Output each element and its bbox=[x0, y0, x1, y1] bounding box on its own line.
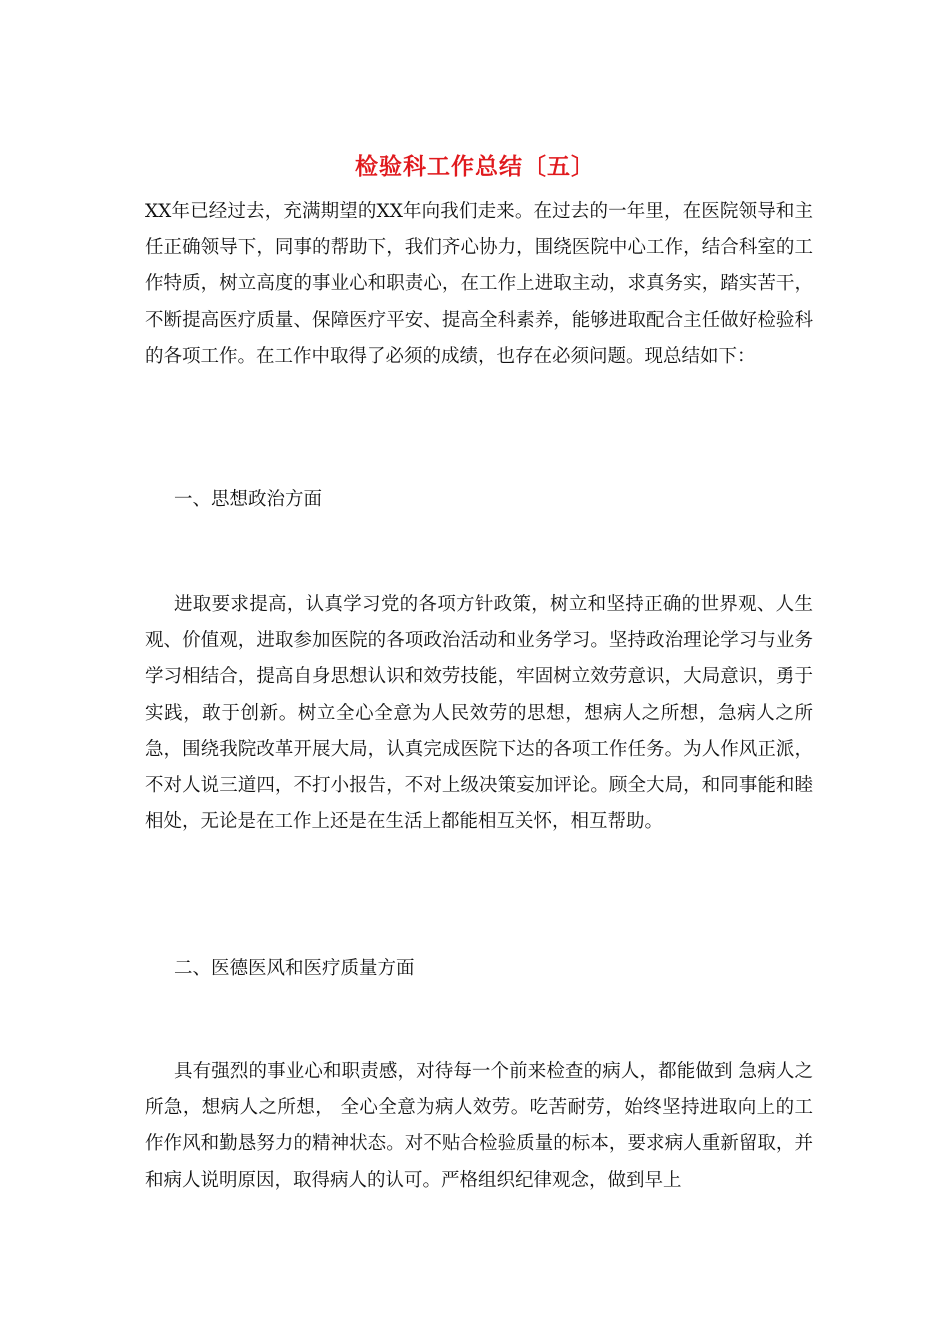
section-body-medical-ethics: 具有强烈的事业心和职责感，对待每一个前来检查的病人，都能做到 急病人之所急，想病人之所想， 全心全意为病人效劳。吃苦耐劳，始终坚持进取向上的工作作风和勤恳努力的精神状态。对不贴合检验质量的标本，要求病人重新留取，并和病人说明原因，取得病人的认可。严格组织纪律观念，做到早上 bbox=[145, 1061, 813, 1191]
section-heading-medical-ethics: 二、医德医风和医疗质量方面 bbox=[174, 958, 415, 979]
document-title: 检验科工作总结〔五〕 bbox=[355, 153, 595, 180]
intro-paragraph: XX年已经过去，充满期望的XX年向我们走来。在过去的一年里，在医院领导和主任正确领导下，同事的帮助下，我们齐心协力，围绕医院中心工作，结合科室的工作特质，树立高度的事业心和职责心，在工作上进取主动，求真务实，踏实苦干，不断提高医疗质量、保障医疗平安、提高全科素养，能够进取配合主任做好检验科的各项工作。在工作中取得了必须的成绩，也存在必须问题。现总结如下： bbox=[145, 201, 813, 367]
section-body-ideology: 进取要求提高，认真学习党的各项方针政策，树立和坚持正确的世界观、人生观、价值观，进取参加医院的各项政治活动和业务学习。坚持政治理论学习与业务学习相结合，提高自身思想认识和效劳技能，牢固树立效劳意识，大局意识，勇于实践，敢于创新。树立全心全意为人民效劳的思想，想病人之所想，急病人之所急，围绕我院改革开展大局，认真完成医院下达的各项工作任务。为人作风正派，不对人说三道四，不打小报告，不对上级决策妄加评论。顾全大局，和同事能和睦相处，无论是在工作上还是在生活上都能相互关怀，相互帮助。 bbox=[145, 594, 813, 833]
section-heading-ideology: 一、思想政治方面 bbox=[174, 489, 323, 510]
